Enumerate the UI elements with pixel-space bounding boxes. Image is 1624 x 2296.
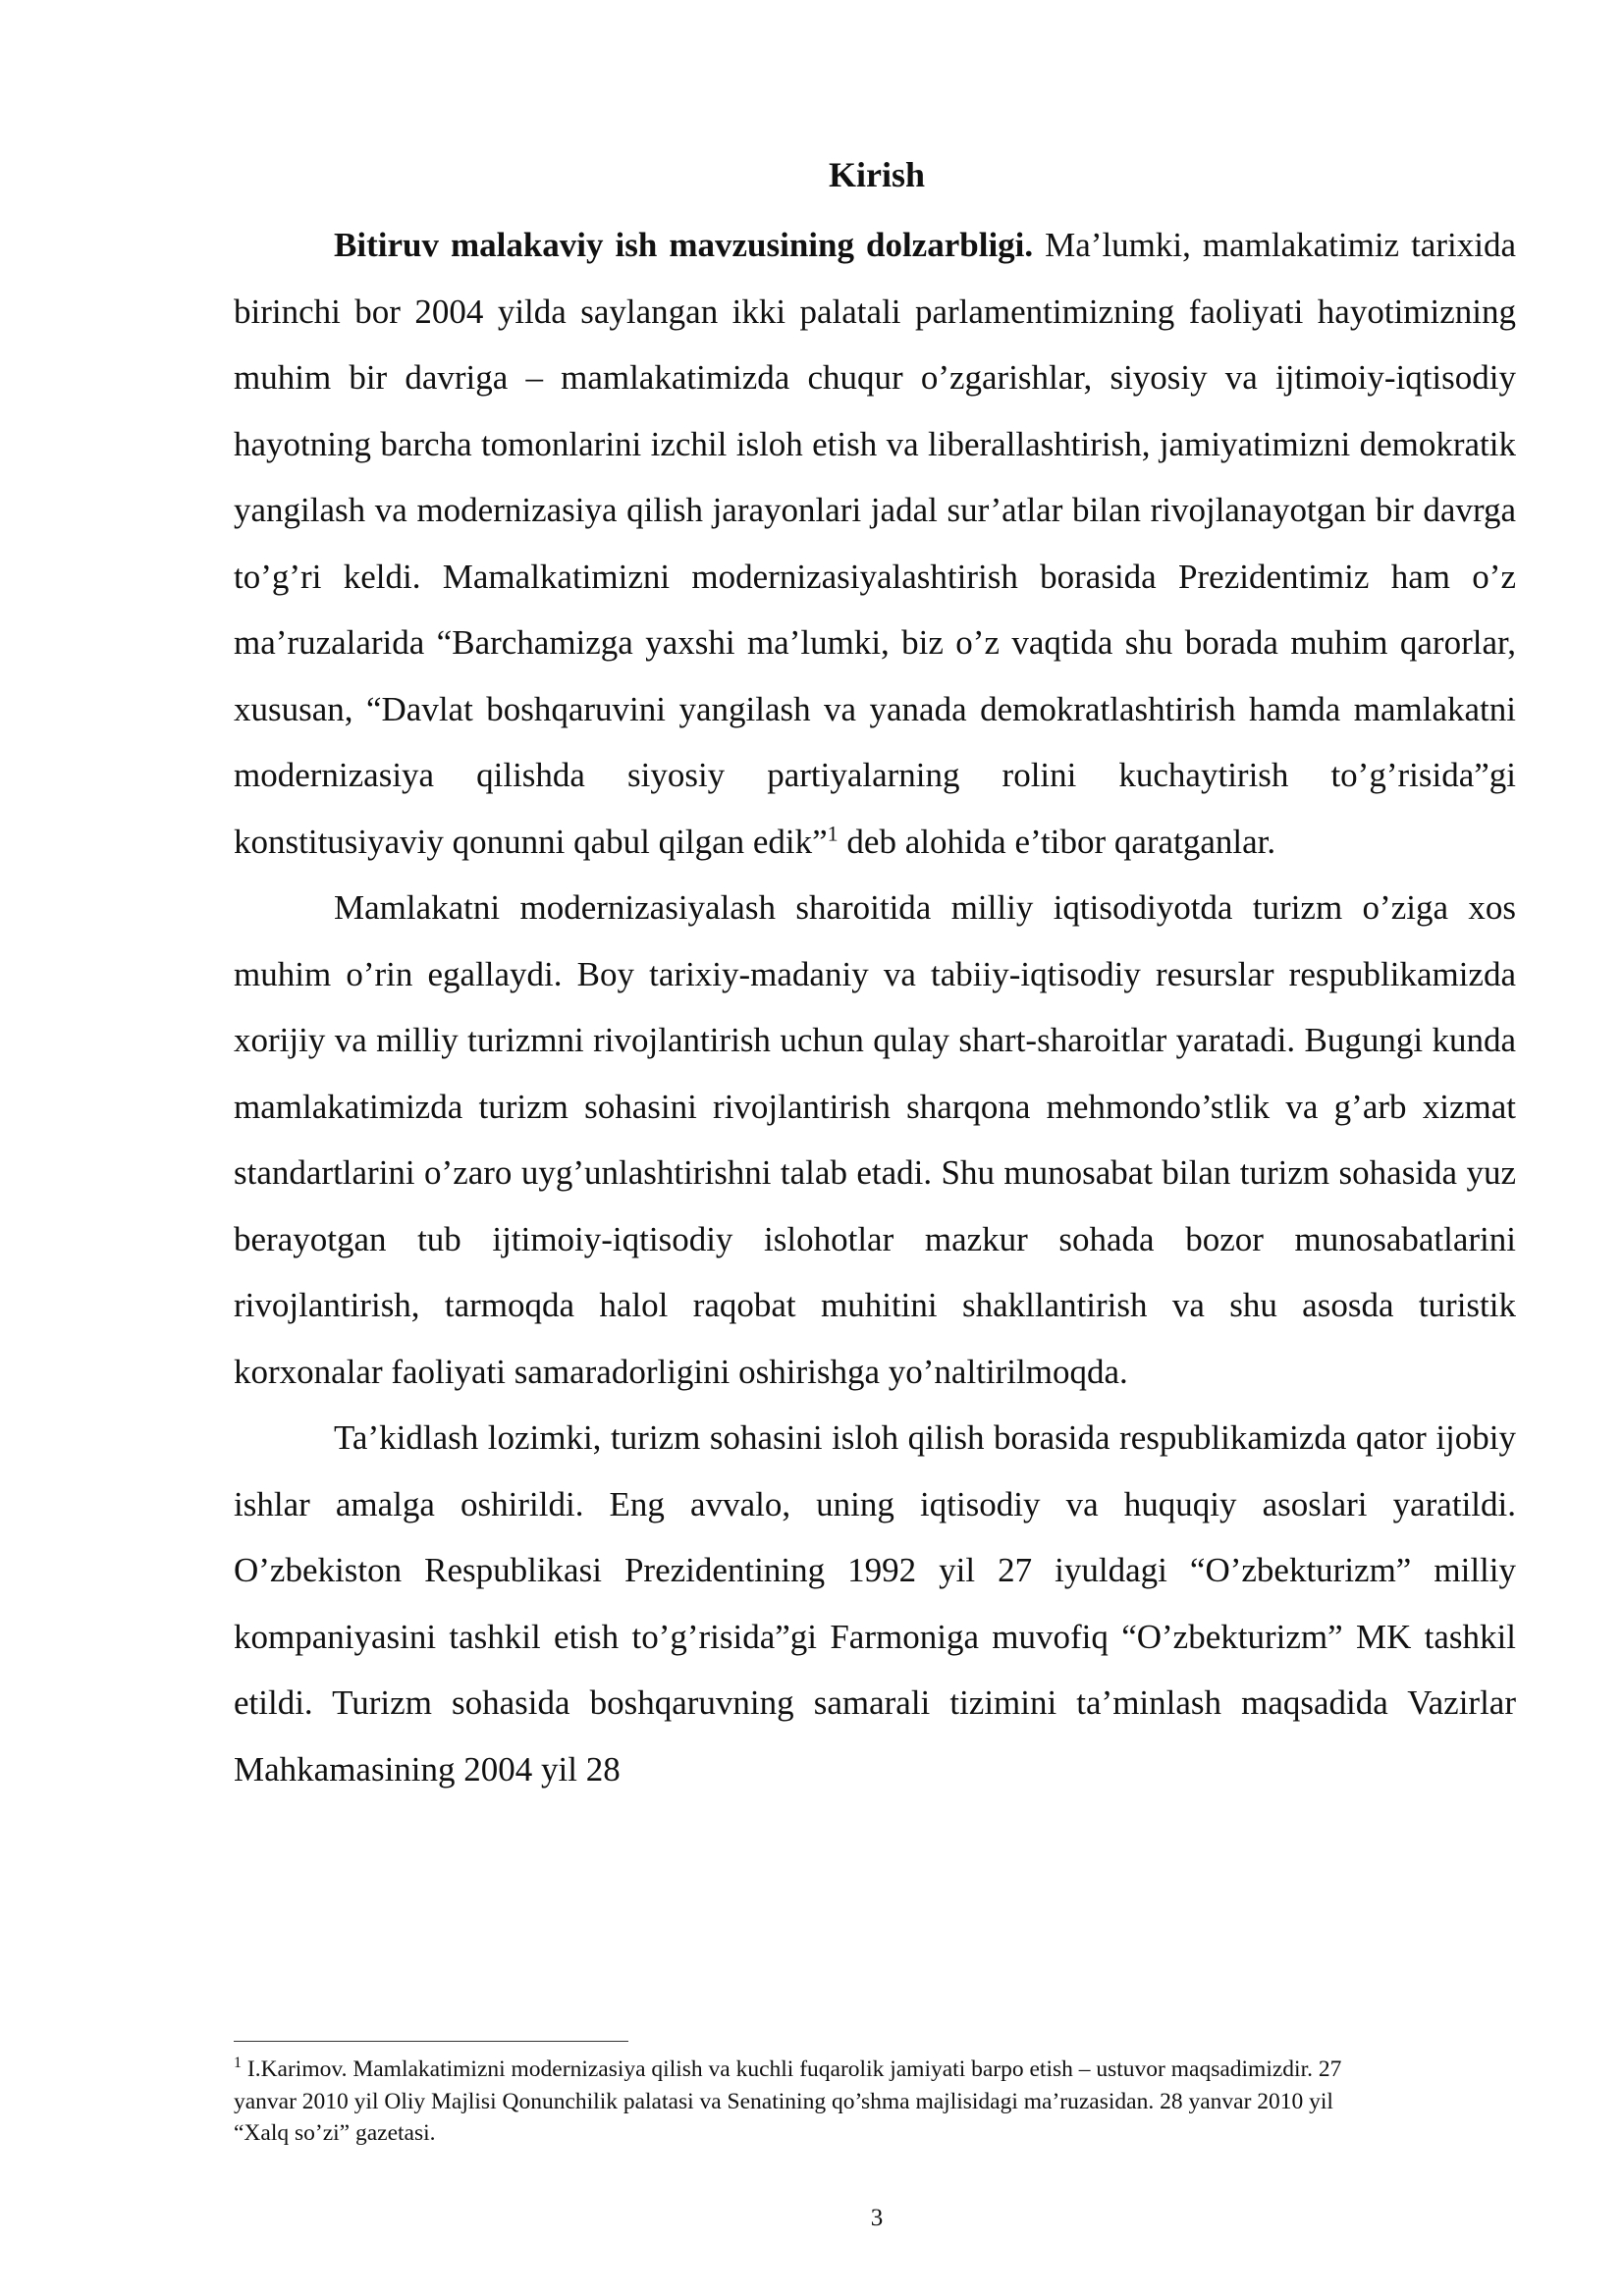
footnote-reference: 1	[827, 820, 839, 845]
footnote	[234, 2054, 1392, 2150]
body-text	[234, 212, 1516, 1802]
paragraph-2: Mamlakatni modernizasiyalash sharoitida milliy iqtisodiyotda turizm o’ziga xos muhim o’rin egallaydi. Boy tarixiy-madaniy va tabiiy-iqtisodiy resurslar respublikamizda xorijiy va milliy turizmni rivojlantirish uchun qulay shart-sharoitlar yaratadi. Bugungi kunda mamlakatimizda turizm sohasini rivojlantirish sharqona mehmondo’stlik va g’arb xizmat standartlarini o’zaro uyg’unlashtirishni talab etadi. Shu munosabat bilan turizm sohasida yuz berayotgan tub ijtimoiy-iqtisodiy islohotlar mazkur sohada bozor munosabatlarini rivojlantirish, tarmoqda halol raqobat muhitini shakllantirish va shu asosda turistik korxonalar faoliyati samaradorligini oshirishga yo’naltirilmoqda.	[234, 888, 1516, 1391]
paragraph-lead: Bitiruv malakaviy ish mavzusining dolzarbligi.	[334, 226, 1034, 264]
footnote-text: I.Karimov. Mamlakatimizni modernizasiya qilish va kuchli fuqarolik jamiyati barpo etish – ustuvor maqsadimizdir. 27 yanvar 2010 yil Oliy Majlisi Qonunchilik palatasi va Senatining qo’shma majlisidagi ma’ruzasidan. 28 yanvar 2010 yil “Xalq so’zi” gazetasi.	[234, 2056, 1342, 2146]
paragraph-3: Ta’kidlash lozimki, turizm sohasini isloh qilish borasida respublikamizda qator ijobiy ishlar amalga oshirildi. Eng avvalo, uning iqtisodiy va huquqiy asoslari yaratildi. O’zbekiston Respublikasi Prezidentining 1992 yil 27 iyuldagi “O’zbekturizm” milliy kompaniyasini tashkil etish to’g’risida”gi Farmoniga muvofiq “O’zbekturizm” MK tashkil etildi. Turizm sohasida boshqaruvning samarali tizimini ta’minlash maqsadida Vazirlar Mahkamasining 2004 yil 28	[234, 1418, 1516, 1789]
paragraph-1-text: Ma’lumki, mamlakatimiz tarixida birinchi bor 2004 yilda saylangan ikki palatali parlamentimizning faoliyati hayotimizning muhim bir davriga – mamlakatimizda chuqur o’zgarishlar, siyosiy va ijtimoiy-iqtisodiy hayotning barcha tomonlarini izchil isloh etish va liberallashtirish, jamiyatimizni demokratik yangilash va modernizasiya qilish jarayonlari jadal sur’atlar bilan rivojlanayotgan bir davrga to’g’ri keldi. Mamalkatimizni modernizasiyalashtirish borasida Prezidentimiz ham o’z ma’ruzalarida “Barchamizga yaxshi ma’lumki, biz o’z vaqtida shu borada muhim qarorlar, xususan, “Davlat boshqaruvini yangilash va yanada demokratlashtirish hamda mamlakatni modernizasiya qilishda siyosiy partiyalarning rolini kuchaytirish to’g’risida”gi konstitusiyaviy qonunni qabul qilgan edik”	[234, 226, 1516, 861]
footnote-mark: 1	[234, 2055, 242, 2072]
paragraph-1	[234, 212, 1516, 875]
page-number: 3	[870, 2205, 884, 2231]
footnote-separator	[234, 2041, 628, 2042]
section-heading: Kirish	[828, 155, 925, 194]
paragraph-1-text-after: deb alohida e’tibor qaratganlar.	[838, 822, 1276, 861]
